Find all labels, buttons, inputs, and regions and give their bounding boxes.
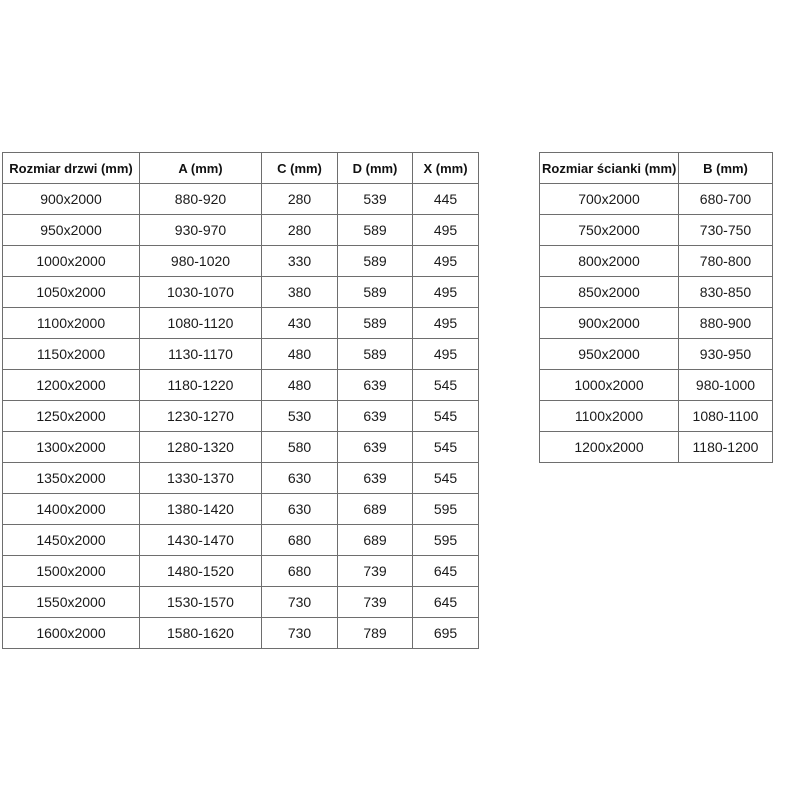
table-cell: 1050x2000 (3, 277, 140, 308)
table-cell: 595 (413, 525, 479, 556)
table-cell: 380 (262, 277, 338, 308)
table-cell: 589 (338, 277, 413, 308)
table-cell: 589 (338, 246, 413, 277)
table-row (3, 308, 479, 339)
table-cell: 639 (338, 432, 413, 463)
table-cell: 495 (413, 308, 479, 339)
table-cell: 1330-1370 (140, 463, 262, 494)
header-row (540, 153, 773, 184)
table-cell: 930-950 (679, 339, 773, 370)
table-cell: 730-750 (679, 215, 773, 246)
table-cell: 730 (262, 618, 338, 649)
table-cell: 850x2000 (540, 277, 679, 308)
table-cell: 639 (338, 401, 413, 432)
table-cell: 480 (262, 339, 338, 370)
table-cell: 1530-1570 (140, 587, 262, 618)
table-cell: 1130-1170 (140, 339, 262, 370)
table-cell: 1400x2000 (3, 494, 140, 525)
table-row (540, 370, 773, 401)
table-cell: 1280-1320 (140, 432, 262, 463)
table-cell: 1500x2000 (3, 556, 140, 587)
table-cell: 1250x2000 (3, 401, 140, 432)
table-cell: 950x2000 (540, 339, 679, 370)
table-cell: 445 (413, 184, 479, 215)
table-cell: 680-700 (679, 184, 773, 215)
table-cell: 280 (262, 184, 338, 215)
table-cell: 1450x2000 (3, 525, 140, 556)
table-cell: 480 (262, 370, 338, 401)
table-cell: 730 (262, 587, 338, 618)
table-row (3, 184, 479, 215)
table-cell: 789 (338, 618, 413, 649)
table-cell: 1380-1420 (140, 494, 262, 525)
table-cell: 689 (338, 494, 413, 525)
table-row (540, 339, 773, 370)
table-cell: 1080-1120 (140, 308, 262, 339)
table-cell: 1200x2000 (3, 370, 140, 401)
table-cell: 589 (338, 339, 413, 370)
table-cell: 1180-1220 (140, 370, 262, 401)
table-cell: 1550x2000 (3, 587, 140, 618)
column-header: B (mm) (679, 153, 773, 184)
table-cell: 700x2000 (540, 184, 679, 215)
table-cell: 1230-1270 (140, 401, 262, 432)
table-cell: 645 (413, 587, 479, 618)
table-cell: 545 (413, 401, 479, 432)
table-row (3, 463, 479, 494)
table-cell: 1180-1200 (679, 432, 773, 463)
table-cell: 1580-1620 (140, 618, 262, 649)
table-cell: 545 (413, 432, 479, 463)
table-cell: 595 (413, 494, 479, 525)
table-cell: 1080-1100 (679, 401, 773, 432)
table-cell: 680 (262, 556, 338, 587)
table-cell: 880-920 (140, 184, 262, 215)
table-cell: 739 (338, 587, 413, 618)
table-cell: 589 (338, 215, 413, 246)
table-cell: 695 (413, 618, 479, 649)
table-cell: 645 (413, 556, 479, 587)
table-row (3, 494, 479, 525)
table-cell: 1300x2000 (3, 432, 140, 463)
table-cell: 780-800 (679, 246, 773, 277)
table-cell: 639 (338, 463, 413, 494)
column-header: C (mm) (262, 153, 338, 184)
table-cell: 1480-1520 (140, 556, 262, 587)
header-row (3, 153, 479, 184)
table-row (3, 587, 479, 618)
table-cell: 1600x2000 (3, 618, 140, 649)
table-row (3, 277, 479, 308)
table-cell: 430 (262, 308, 338, 339)
table-cell: 280 (262, 215, 338, 246)
table-row (3, 432, 479, 463)
table-cell: 930-970 (140, 215, 262, 246)
table-cell: 495 (413, 246, 479, 277)
table-row (540, 308, 773, 339)
table-row (540, 277, 773, 308)
table-cell: 1350x2000 (3, 463, 140, 494)
table-row (540, 401, 773, 432)
table-row (540, 432, 773, 463)
table-row (540, 246, 773, 277)
table-cell: 545 (413, 463, 479, 494)
table-cell: 495 (413, 339, 479, 370)
table-row (3, 370, 479, 401)
column-header: Rozmiar drzwi (mm) (3, 153, 140, 184)
table-cell: 1200x2000 (540, 432, 679, 463)
table-row (540, 184, 773, 215)
table-cell: 900x2000 (540, 308, 679, 339)
table-cell: 689 (338, 525, 413, 556)
table-cell: 1150x2000 (3, 339, 140, 370)
column-header: A (mm) (140, 153, 262, 184)
column-header: X (mm) (413, 153, 479, 184)
table-cell: 980-1000 (679, 370, 773, 401)
table-cell: 900x2000 (3, 184, 140, 215)
table-cell: 580 (262, 432, 338, 463)
table-cell: 545 (413, 370, 479, 401)
table-row (3, 246, 479, 277)
table-cell: 639 (338, 370, 413, 401)
table-cell: 1030-1070 (140, 277, 262, 308)
table-cell: 630 (262, 494, 338, 525)
table-cell: 495 (413, 215, 479, 246)
table-row (540, 215, 773, 246)
table-cell: 739 (338, 556, 413, 587)
table-cell: 950x2000 (3, 215, 140, 246)
table-cell: 1000x2000 (540, 370, 679, 401)
table-cell: 530 (262, 401, 338, 432)
column-header: D (mm) (338, 153, 413, 184)
wall-sizes-table (539, 152, 773, 463)
table-row (3, 339, 479, 370)
table-cell: 1100x2000 (3, 308, 140, 339)
table-cell: 330 (262, 246, 338, 277)
table-row (3, 618, 479, 649)
table-cell: 495 (413, 277, 479, 308)
table-row (3, 525, 479, 556)
table-cell: 630 (262, 463, 338, 494)
door-sizes-table (2, 152, 479, 649)
table-cell: 880-900 (679, 308, 773, 339)
table-cell: 680 (262, 525, 338, 556)
table-cell: 1430-1470 (140, 525, 262, 556)
table-cell: 589 (338, 308, 413, 339)
table-cell: 800x2000 (540, 246, 679, 277)
table-cell: 830-850 (679, 277, 773, 308)
table-cell: 539 (338, 184, 413, 215)
table-row (3, 556, 479, 587)
table-cell: 1100x2000 (540, 401, 679, 432)
table-cell: 750x2000 (540, 215, 679, 246)
table-cell: 1000x2000 (3, 246, 140, 277)
table-cell: 980-1020 (140, 246, 262, 277)
table-row (3, 401, 479, 432)
table-row (3, 215, 479, 246)
column-header: Rozmiar ścianki (mm) (540, 153, 679, 184)
